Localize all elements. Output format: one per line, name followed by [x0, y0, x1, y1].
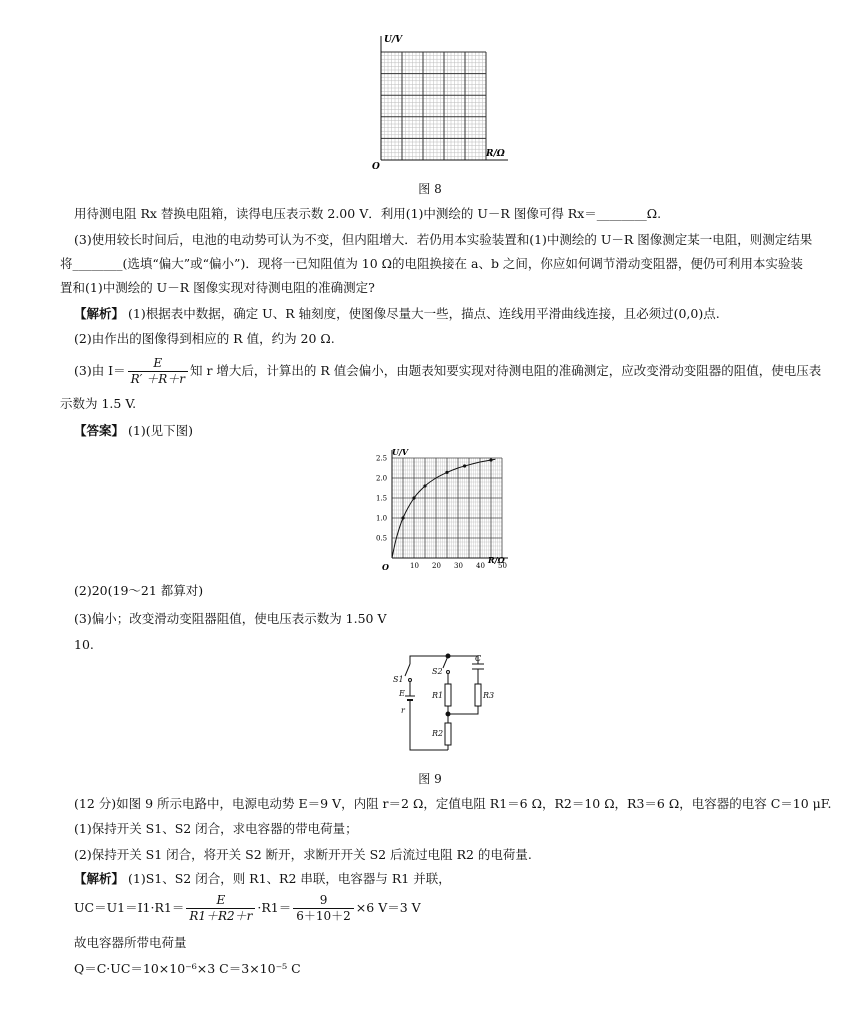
solution-line1 — [74, 870, 840, 888]
chart-xtick-label: 20 — [432, 562, 441, 570]
eq-frac2-num: 9 — [293, 893, 354, 909]
solution-tag: 【解析】 — [74, 871, 125, 886]
eq-frac1-den: R1＋R2＋r — [189, 909, 253, 923]
question-10-part1: (1)保持开关 S1、S2 闭合，求电容器的带电荷量； — [74, 821, 358, 836]
chart-data-point — [412, 496, 415, 499]
chart-ytick-label: 2.0 — [376, 474, 388, 483]
paragraph-rx: 用待测电阻 Rx 替换电阻箱，读得电压表示数 2.00 V．利用(1)中测绘的 U－R 图像可得 Rx＝________Ω. — [74, 206, 662, 221]
fraction-den: R′ ＋R＋r — [130, 372, 185, 386]
figure-9-caption: 图 9 — [418, 772, 442, 786]
answer-2: (2)20(19～21 都算对) — [74, 583, 204, 598]
switch-s2 — [443, 656, 448, 668]
chart-tick-labels — [376, 455, 507, 571]
paragraph-q3-line1: (3)使用较长时间后，电池的电动势可认为不变，但内阻增大．若仍用本实验装置和(1)中测绘的 U－R 图像测定某一电阻，则测定结果 — [74, 232, 813, 247]
answer-tag: 【答案】 — [74, 423, 125, 438]
analysis-3-post: 知 r 增大后，计算出的 R 值会偏小，由题表知要实现对待测电阻的准确测定，应改变滑动变阻器的阻值，使电压表 — [189, 363, 822, 378]
label-r1: R1 — [432, 691, 444, 700]
wire-left-bottom — [410, 700, 448, 750]
solution-text-1: (1)S1、S2 闭合，则 R1、R2 串联，电容器与 R1 并联， — [128, 871, 451, 886]
label-s2: S2 — [432, 667, 443, 676]
chart-xtick-label: 10 — [410, 562, 419, 570]
fig8-y-label: U/V — [384, 35, 403, 45]
chart-data-point — [463, 464, 466, 467]
paragraph-q3-line2: 将________(选填“偏大”或“偏小”)．现将一已知阻值为 10 Ω的电阻换接在 a、b 之间，你应如何调节滑动变阻器，便仍可利用本实验装 — [60, 256, 803, 271]
paragraph-q3-line3: 置和(1)中测绘的 U－R 图像实现对待测电阻的准确测定? — [60, 280, 375, 295]
chart-ytick-label: 1.5 — [376, 494, 388, 503]
label-e: E — [399, 689, 405, 698]
analysis-line1 — [74, 305, 840, 323]
solution-line2: 故电容器所带电荷量 — [74, 935, 187, 950]
chart-data-point — [423, 484, 426, 487]
label-s1: S1 — [393, 675, 404, 684]
answer-1: (1)(见下图) — [128, 423, 193, 438]
analysis-text-1: (1)根据表中数据，确定 U、R 轴刻度，使图像尽量大一些，描点、连线用平滑曲线连接，且必须过(0,0)点. — [128, 306, 720, 321]
chart-xtick-label: 40 — [476, 562, 485, 570]
chart-ytick-label: 2.5 — [376, 454, 388, 463]
analysis-line2: (2)由作出的图像得到相应的 R 值，约为 20 Ω. — [74, 331, 335, 346]
solution-line3: Q＝C·UC＝10×10⁻⁶×3 C＝3×10⁻⁵ C — [74, 961, 301, 976]
eq-frac2-den: 6＋10＋2 — [296, 909, 351, 923]
resistor-r1 — [445, 684, 451, 706]
eq-mid: ·R1＝ — [257, 900, 292, 915]
chart-y-label: U/V — [392, 447, 409, 457]
chart-data-point — [401, 516, 404, 519]
analysis-3-pre: (3)由 I＝ — [74, 363, 126, 378]
chart-ytick-label: 1.0 — [376, 514, 388, 523]
wire-top — [410, 656, 478, 664]
eq-pre: UC＝U1＝I1·R1＝ — [74, 900, 185, 915]
chart-data-point — [489, 458, 492, 461]
circuit-figure-9 — [390, 650, 500, 760]
analysis-line3 — [74, 356, 840, 387]
wire-right-2 — [448, 706, 478, 714]
eq-fraction-1 — [186, 893, 255, 924]
label-r: r — [401, 706, 405, 715]
answer-line1 — [74, 422, 840, 440]
question-10-text: (12 分)如图 9 所示电路中，电源电动势 E＝9 V，内阻 r＝2 Ω，定值电阻 R1＝6 Ω，R2＝10 Ω，R3＝6 Ω，电容器的电容 C＝10 μF. — [74, 796, 832, 811]
chart-origin: O — [382, 562, 389, 572]
question-10-number: 10. — [74, 637, 94, 652]
eq-fraction-2 — [293, 893, 354, 924]
fig8-origin: O — [372, 162, 380, 172]
analysis-line3-cont: 示数为 1.5 V. — [60, 396, 137, 411]
solution-equation — [74, 893, 840, 924]
fraction-num: E — [128, 356, 188, 372]
resistor-r2 — [445, 723, 451, 745]
eq-frac1-num: E — [186, 893, 255, 909]
question-10-part2: (2)保持开关 S1 闭合，将开关 S2 断开，求断开开关 S2 后流过电阻 R2 的电荷量. — [74, 847, 532, 862]
switch-s1 — [405, 664, 410, 676]
label-r2: R2 — [432, 729, 444, 738]
resistor-r3 — [475, 684, 481, 706]
chart-x-label: R/Ω — [488, 555, 505, 565]
answer-3: (3)偏小；改变滑动变阻器阻值，使电压表示数为 1.50 V — [74, 611, 387, 626]
chart-xtick-label: 50 — [498, 562, 507, 570]
fig8-minor-grid — [381, 52, 486, 160]
fig8-x-label: R/Ω — [486, 149, 505, 159]
fraction-current — [128, 356, 188, 387]
figure-8-grid — [368, 32, 518, 172]
chart-data-point — [445, 471, 448, 474]
chart-xtick-label: 30 — [454, 562, 463, 570]
chart-ytick-label: 0.5 — [376, 534, 388, 543]
eq-post: ×6 V＝3 V — [355, 900, 421, 915]
figure-8-caption: 图 8 — [418, 182, 442, 196]
answer-chart — [362, 446, 512, 576]
label-r3: R3 — [483, 691, 495, 700]
analysis-tag: 【解析】 — [74, 306, 125, 321]
label-c: C — [475, 654, 482, 663]
